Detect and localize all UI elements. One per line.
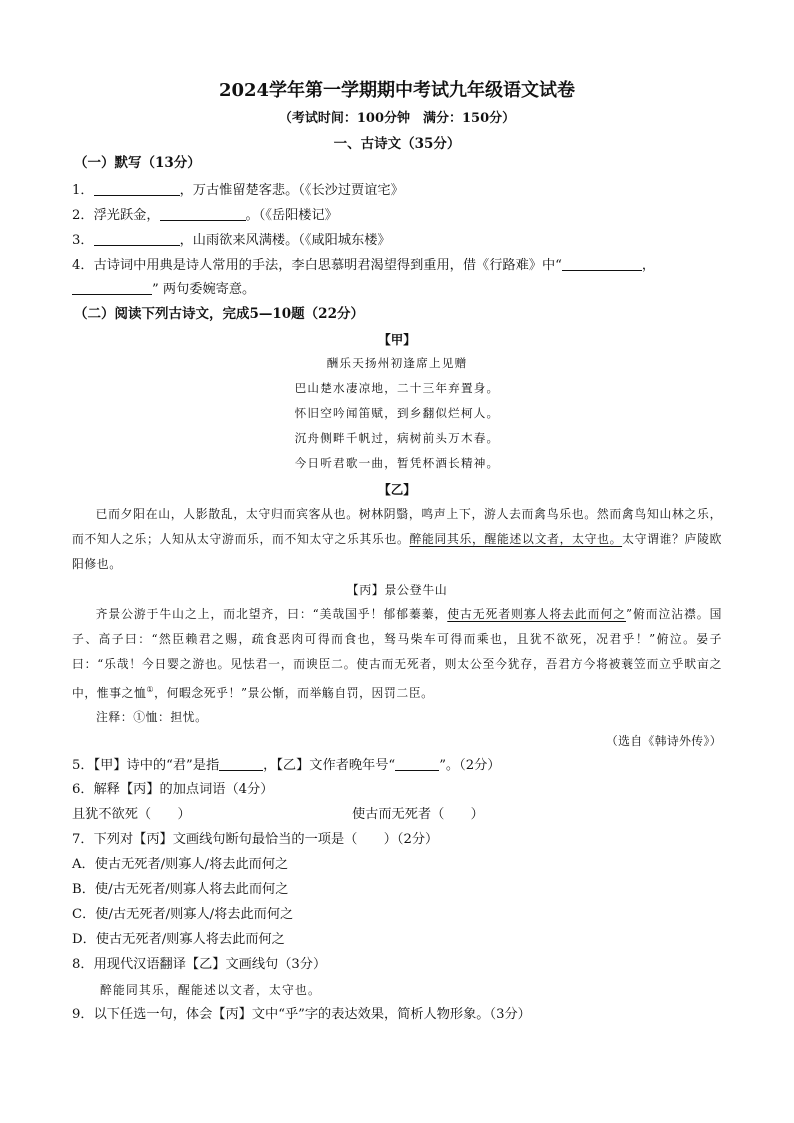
question-7: 7．下列对【丙】文画线句断句最恰当的一项是（ ）（2分） bbox=[72, 832, 439, 847]
passage-text: ，何暇念死乎！”景公惭，而举觞自罚，因罚二臣。 bbox=[154, 685, 434, 700]
exam-subtitle: （考试时间：100分钟 满分：150分） bbox=[278, 111, 516, 126]
poem-line: 怀旧空吟闻笛赋，到乡翻似烂柯人。 bbox=[294, 406, 500, 420]
passage-text: 已而夕阳在山，人影散乱，太守归而宾客从也。树林阴翳，鸣声上下，游人去而禽鸟乐也。然而禽鸟知山林之乐，而不知人之乐；人知从太守游而乐，而不知太守之乐其乐也。 bbox=[72, 507, 722, 546]
section-heading: 一、古诗文（35分） bbox=[333, 136, 461, 152]
answer-blank[interactable] bbox=[72, 280, 152, 295]
answer-blank[interactable] bbox=[94, 181, 180, 196]
poem-line: 巴山楚水凄凉地，二十三年弃置身。 bbox=[294, 381, 500, 395]
source-citation: （选自《韩诗外传》） bbox=[605, 734, 722, 748]
answer-blank[interactable] bbox=[94, 231, 180, 246]
option-b[interactable]: B．使/古无死者/则寡人将去此而何之 bbox=[72, 882, 289, 897]
bing-label: 【丙】景公登牛山 bbox=[346, 583, 448, 597]
question-text: ，万古惟留楚客悲。（《长沙过贾谊宅》 bbox=[179, 183, 404, 198]
jia-label: 【甲】 bbox=[378, 332, 416, 347]
question-4-continued bbox=[72, 280, 255, 299]
question-9: 9．以下任选一句，体会【丙】文中“乎”字的表达效果，简析人物形象。（3分） bbox=[72, 1007, 531, 1022]
question-number: 3． bbox=[72, 233, 94, 248]
question-text: 5．【甲】诗中的“君”是指 bbox=[72, 758, 220, 773]
question-text: ， bbox=[641, 258, 656, 273]
question-text: 2．浮光跃金， bbox=[72, 208, 160, 223]
answer-blank[interactable] bbox=[562, 256, 642, 271]
question-1 bbox=[72, 181, 404, 200]
passage-text: 太守谓谁？庐陵欧阳修也。 bbox=[72, 532, 722, 571]
option-a[interactable]: A．使古无死者/则寡人/将去此而何之 bbox=[72, 857, 289, 872]
passage-text: ”俯而泣沾襟。国子、高子曰：“然臣赖君之赐，疏食恶肉可得而食也，驽马柴车可得而乘也，且犹不欲死，况君乎！”俯泣。晏子曰：“乐哉！今日婴之游也。见怯君一，而谀臣二。使古而无死者，则太公至今犹存，吾君方今将被蓑笠而立乎畎亩之中，惟事之恤 bbox=[72, 607, 722, 700]
yi-passage bbox=[72, 502, 722, 577]
question-6-item-a: 且犹不欲死（ ） bbox=[72, 807, 191, 822]
question-3 bbox=[72, 231, 391, 250]
underlined-sentence: 使古无死者则寡人将去此而何之 bbox=[447, 607, 626, 621]
question-6: 6．解释【丙】的加点词语（4分） bbox=[72, 782, 274, 797]
question-2 bbox=[72, 206, 338, 225]
question-8-sentence: 醉能同其乐，醒能述以文者，太守也。 bbox=[100, 983, 321, 997]
option-c[interactable]: C．使/古无死者/则寡人/将去此而何之 bbox=[72, 907, 294, 922]
poem-line: 今日听君歌一曲，暂凭杯酒长精神。 bbox=[294, 456, 500, 470]
yi-label: 【乙】 bbox=[378, 482, 416, 497]
passage-text: 齐景公游于牛山之上，而北望齐，曰：“美哉国乎！郁郁蓁蓁， bbox=[95, 607, 448, 621]
question-5 bbox=[72, 756, 500, 775]
question-text: ，【乙】文作者晚年号“ bbox=[263, 758, 396, 773]
part2-heading: （二）阅读下列古诗文，完成5—10题（22分） bbox=[74, 306, 364, 322]
question-text: ” 两句委婉寄意。 bbox=[152, 282, 256, 297]
footnote-mark: ① bbox=[146, 685, 155, 694]
poem-line: 沉舟侧畔千帆过，病树前头万木春。 bbox=[294, 431, 500, 445]
question-text: 。（《岳阳楼记》 bbox=[245, 208, 338, 223]
poem-title: 酬乐天扬州初逢席上见赠 bbox=[326, 356, 468, 370]
bing-passage bbox=[72, 602, 722, 706]
question-text: 4．古诗词中用典是诗人常用的手法，李白思慕明君渴望得到重用，借《行路难》中“ bbox=[72, 258, 562, 273]
question-4 bbox=[72, 256, 655, 275]
question-text: ”。（2分） bbox=[439, 758, 501, 773]
underlined-sentence: 醉能同其乐，醒能述以文者，太守也。 bbox=[409, 532, 623, 546]
answer-blank[interactable] bbox=[395, 756, 439, 771]
question-6-item-b: 使古而无死者（ ） bbox=[352, 807, 484, 822]
answer-blank[interactable] bbox=[219, 756, 263, 771]
question-8: 8．用现代汉语翻译【乙】文画线句（3分） bbox=[72, 957, 327, 972]
exam-title: 2024学年第一学期期中考试九年级语文试卷 bbox=[218, 80, 576, 101]
answer-blank[interactable] bbox=[160, 206, 246, 221]
footnote: 注释：①恤：担忧。 bbox=[96, 710, 208, 724]
part1-heading: （一）默写（13分） bbox=[74, 155, 201, 171]
question-number: 1． bbox=[72, 183, 94, 198]
option-d[interactable]: D．使古无死者/则寡人将去此而何之 bbox=[72, 932, 285, 947]
question-text: ，山雨欲来风满楼。（《咸阳城东楼》 bbox=[179, 233, 391, 248]
